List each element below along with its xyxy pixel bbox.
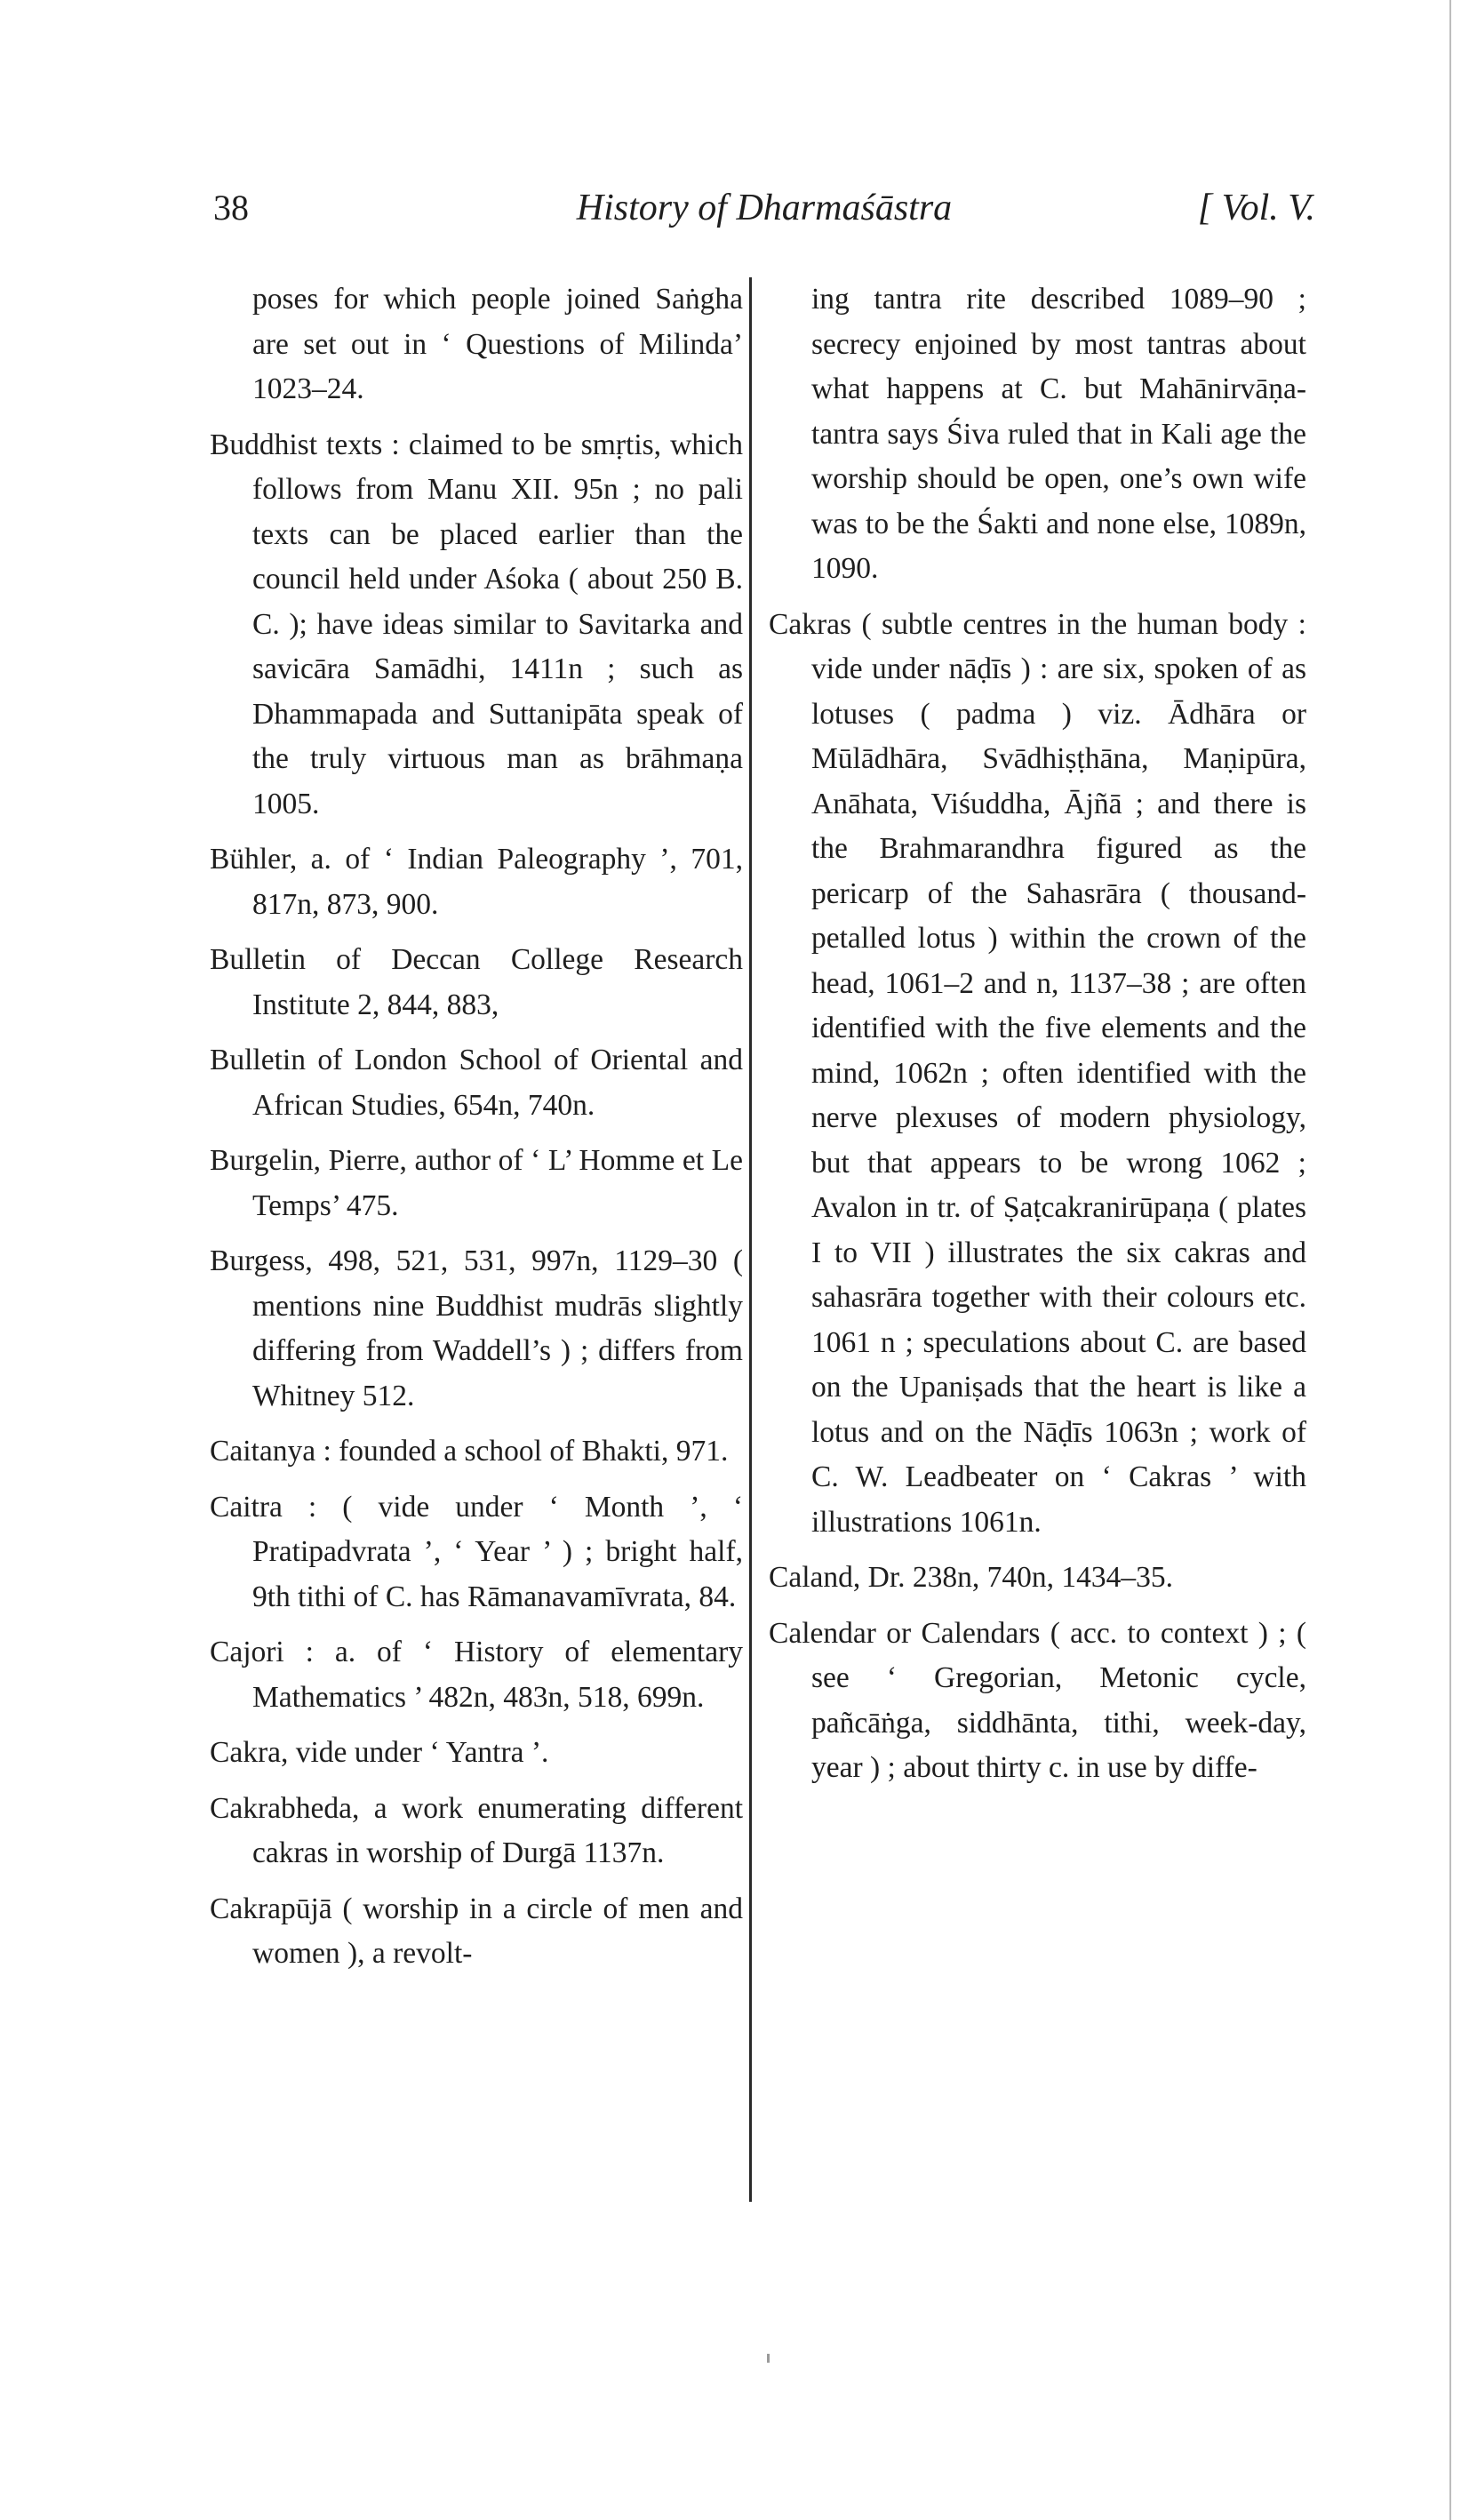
index-entry: Bulletin of Deccan College Research Institute 2, 844, 883, xyxy=(210,943,743,1021)
column-divider xyxy=(749,277,752,2202)
print-speck xyxy=(767,2354,770,2363)
index-entry: Caland, Dr. 238n, 740n, 1434–35. xyxy=(769,1561,1174,1594)
index-entry: Cajori : a. of ‘ History of elementary Mathematics ’ 482n, 483n, 518, 699n. xyxy=(210,1636,743,1714)
page-number: 38 xyxy=(213,188,249,228)
index-entry: Caitanya : founded a school of Bhakti, 971. xyxy=(210,1435,729,1468)
index-entry: ing tantra rite described 1089–90 ; secrecy enjoined by most tantras about what happens at C. but Mahānirvāṇa-tantra says Śiva ruled that in Kali age the worship should be open, one’s own wife was to be the Śakti and none else, 1089n, 1090. xyxy=(811,283,1306,585)
right-column xyxy=(769,277,1306,1802)
index-entry: Burgelin, Pierre, author of ‘ L’ Homme et Le Temps’ 475. xyxy=(210,1144,743,1222)
running-title: History of Dharmaśāstra xyxy=(576,188,953,228)
index-entry: Bühler, a. of ‘ Indian Paleography ’, 701, 817n, 873, 900. xyxy=(210,843,743,921)
left-column xyxy=(210,277,743,1988)
index-entry: Calendar or Calendars ( acc. to context ) ; ( see ‘ Gregorian, Metonic cycle, pañcāṅga, siddhānta, tithi, week-day, year ) ; about thirty c. in use by diffe- xyxy=(769,1616,1306,1784)
index-entry: Caitra : ( vide under ‘ Month ’, ‘ Pratipadvrata ’, ‘ Year ’ ) ; bright half, 9th tithi of C. has Rāmanavamīvrata, 84. xyxy=(210,1490,743,1613)
index-entry: Cakra, vide under ‘ Yantra ’. xyxy=(210,1736,549,1769)
index-entry: Bulletin of London School of Oriental and African Studies, 654n, 740n. xyxy=(210,1044,743,1122)
index-entry: Buddhist texts : claimed to be smṛtis, which follows from Manu XII. 95n ; no pali texts can be placed earlier than the council held under Aśoka ( about 250 B. C. ); have ideas similar to Savitarka and savicāra Samādhi, 1411n ; such as Dhammapada and Suttanipāta speak of the truly virtuous man as brāhmaṇa 1005. xyxy=(210,428,743,820)
index-entry: Cakrabheda, a work enumerating different cakras in worship of Durgā 1137n. xyxy=(210,1791,743,1869)
volume-label: [ Vol. V. xyxy=(1197,188,1315,228)
running-header xyxy=(213,187,1315,240)
index-entry: Burgess, 498, 521, 531, 997n, 1129–30 ( mentions nine Buddhist mudrās slightly differing from Waddell’s ) ; differs from Whitney 512. xyxy=(210,1244,743,1412)
index-entry: Cakrapūjā ( worship in a circle of men and women ), a revolt- xyxy=(210,1892,743,1970)
page-edge-rule xyxy=(1449,0,1451,2520)
index-entry: Cakras ( subtle centres in the human body : vide under nāḍīs ) : are six, spoken of as lotuses ( padma ) viz. Ādhāra or Mūlādhāra, Svādhiṣṭhāna, Maṇipūra, Anāhata, Viśuddha, Ājñā ; and there is the Brahmarandhra figured as the pericarp of the Sahasrāra ( thousand-petalled lotus ) within the crown of the head, 1061–2 and n, 1137–38 ; are often identified with the five elements and the mind, 1062n ; often identified with the nerve plexuses of modern physiology, but that appears to be wrong 1062 ; Avalon in tr. of Ṣaṭcakranirūpaṇa ( plates I to VII ) illustrates the six cakras and sahasrāra together with their colours etc. 1061 n ; speculations about C. are based on the Upaniṣads that the heart is like a lotus and on the Nāḍīs 1063n ; work of C. W. Leadbeater on ‘ Cakras ’ with illustrations 1061n. xyxy=(769,607,1306,1539)
index-entry: poses for which people joined Saṅgha are set out in ‘ Questions of Milinda’ 1023–24. xyxy=(252,283,743,405)
